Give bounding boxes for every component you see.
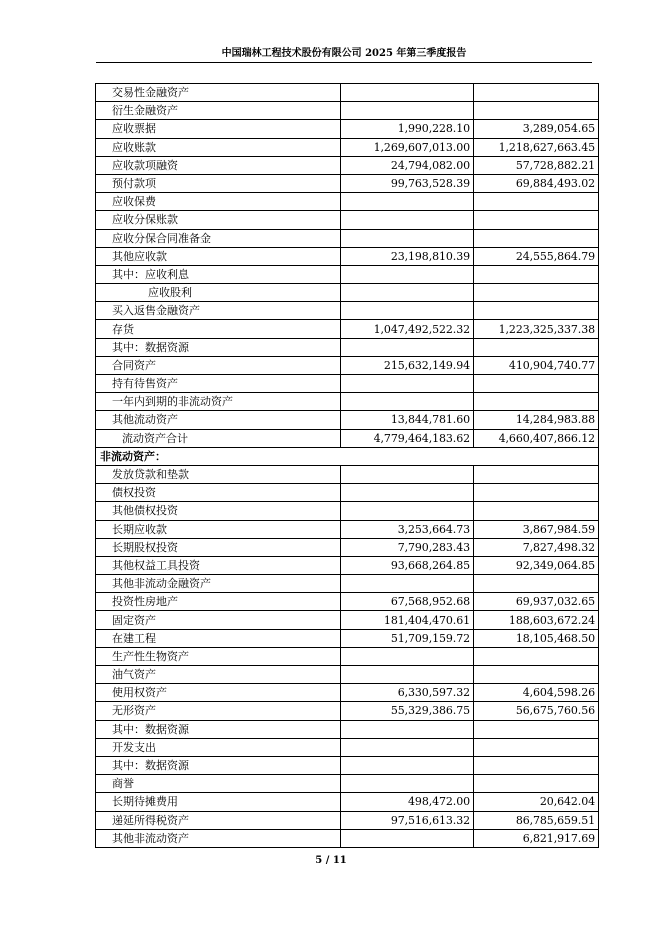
row-label: 长期待摊费用 [96,793,341,811]
table-row [96,756,599,774]
prior-period-value: 24,555,864.79 [474,247,599,265]
prior-period-value: 188,603,672.24 [474,611,599,629]
table-row [96,611,599,629]
row-label: 预付款项 [96,174,341,192]
table-row [96,102,599,120]
prior-period-value: 3,867,984.59 [474,520,599,538]
prior-period-value: 6,821,917.69 [474,829,599,847]
current-period-value: 23,198,810.39 [341,247,474,265]
table-row [96,538,599,556]
table-row [96,720,599,738]
current-period-value: 55,329,386.75 [341,702,474,720]
current-period-value: 4,779,464,183.62 [341,429,474,447]
row-label: 其中：数据资源 [96,756,341,774]
current-period-value [341,338,474,356]
current-period-value [341,502,474,520]
table-row [96,138,599,156]
row-label: 一年内到期的非流动资产 [96,393,341,411]
table-row [96,338,599,356]
prior-period-value: 3,289,054.65 [474,120,599,138]
prior-period-value: 410,904,740.77 [474,356,599,374]
current-period-value: 215,632,149.94 [341,356,474,374]
current-period-value: 1,990,228.10 [341,120,474,138]
row-label: 应收保费 [96,193,341,211]
row-label: 在建工程 [96,629,341,647]
prior-period-value [474,720,599,738]
prior-period-value: 69,937,032.65 [474,593,599,611]
table-row [96,247,599,265]
table-row [96,375,599,393]
current-period-value [341,265,474,283]
row-label: 其中：数据资源 [96,338,341,356]
row-label: 债权投资 [96,484,341,502]
prior-period-value: 69,884,493.02 [474,174,599,192]
row-label: 交易性金融资产 [96,84,341,102]
table-row [96,211,599,229]
prior-period-value [474,484,599,502]
row-label: 油气资产 [96,666,341,684]
balance-sheet-body [96,84,599,848]
prior-period-value [474,229,599,247]
page-number: 5 / 11 [315,855,347,866]
table-row [96,829,599,847]
table-row [96,393,599,411]
current-period-value [341,375,474,393]
prior-period-value: 7,827,498.32 [474,538,599,556]
current-period-value [341,484,474,502]
prior-period-value [474,84,599,102]
row-label: 衍生金融资产 [96,102,341,120]
row-label: 买入返售金融资产 [96,302,341,320]
row-label: 应收账款 [96,138,341,156]
current-period-value [341,193,474,211]
row-label: 其他非流动金融资产 [96,575,341,593]
row-label: 使用权资产 [96,684,341,702]
header-rule [96,62,592,63]
current-period-value [341,84,474,102]
current-period-value [341,102,474,120]
section-label: 非流动资产： [96,447,599,465]
current-period-value: 93,668,264.85 [341,556,474,574]
prior-period-value [474,265,599,283]
prior-period-value [474,338,599,356]
row-label: 存货 [96,320,341,338]
table-row [96,156,599,174]
table-row [96,575,599,593]
table-row [96,465,599,483]
table-row [96,811,599,829]
current-period-value: 1,269,607,013.00 [341,138,474,156]
current-period-value [341,575,474,593]
row-label: 递延所得税资产 [96,811,341,829]
current-period-value [341,284,474,302]
current-period-value: 67,568,952.68 [341,593,474,611]
current-period-value [341,666,474,684]
current-period-value: 181,404,470.61 [341,611,474,629]
row-label: 生产性生物资产 [96,647,341,665]
prior-period-value [474,647,599,665]
prior-period-value: 20,642.04 [474,793,599,811]
current-period-value: 99,763,528.39 [341,174,474,192]
table-row [96,556,599,574]
current-period-value [341,738,474,756]
prior-period-value: 14,284,983.88 [474,411,599,429]
current-period-value: 498,472.00 [341,793,474,811]
prior-period-value [474,666,599,684]
table-row [96,84,599,102]
table-row [96,775,599,793]
row-label: 其中：应收利息 [96,265,341,283]
row-label: 长期应收款 [96,520,341,538]
table-row [96,265,599,283]
table-row [96,484,599,502]
table-row [96,302,599,320]
current-period-value [341,647,474,665]
row-label: 固定资产 [96,611,341,629]
row-label: 应收票据 [96,120,341,138]
table-row [96,320,599,338]
table-row [96,229,599,247]
prior-period-value [474,302,599,320]
table-row [96,684,599,702]
row-label: 应收股利 [96,284,341,302]
prior-period-value: 56,675,760.56 [474,702,599,720]
row-label: 其他应收款 [96,247,341,265]
row-label: 合同资产 [96,356,341,374]
current-period-value: 3,253,664.73 [341,520,474,538]
row-label: 应收分保账款 [96,211,341,229]
row-label: 商誉 [96,775,341,793]
prior-period-value: 18,105,468.50 [474,629,599,647]
table-row [96,502,599,520]
table-row [96,174,599,192]
row-label: 长期股权投资 [96,538,341,556]
prior-period-value [474,738,599,756]
prior-period-value: 4,604,598.26 [474,684,599,702]
row-label: 其他权益工具投资 [96,556,341,574]
prior-period-value [474,375,599,393]
row-label: 投资性房地产 [96,593,341,611]
current-period-value: 6,330,597.32 [341,684,474,702]
row-label: 发放贷款和垫款 [96,465,341,483]
row-label: 开发支出 [96,738,341,756]
current-period-value: 24,794,082.00 [341,156,474,174]
table-row [96,429,599,447]
prior-period-value [474,284,599,302]
prior-period-value [474,756,599,774]
table-row [96,666,599,684]
prior-period-value: 1,218,627,663.45 [474,138,599,156]
prior-period-value: 4,660,407,866.12 [474,429,599,447]
current-period-value [341,720,474,738]
table-row [96,120,599,138]
prior-period-value: 57,728,882.21 [474,156,599,174]
table-row [96,520,599,538]
current-period-value: 7,790,283.43 [341,538,474,556]
table-row [96,647,599,665]
table-row [96,629,599,647]
current-period-value [341,756,474,774]
current-period-value: 51,709,159.72 [341,629,474,647]
current-period-value: 97,516,613.32 [341,811,474,829]
prior-period-value [474,393,599,411]
prior-period-value [474,102,599,120]
prior-period-value [474,211,599,229]
row-label: 其他非流动资产 [96,829,341,847]
table-row [96,193,599,211]
row-label: 应收款项融资 [96,156,341,174]
prior-period-value [474,502,599,520]
current-period-value: 13,844,781.60 [341,411,474,429]
row-label: 流动资产合计 [96,429,341,447]
balance-sheet-table [95,83,599,848]
current-period-value [341,211,474,229]
current-period-value [341,775,474,793]
row-label: 持有待售资产 [96,375,341,393]
current-period-value [341,393,474,411]
current-period-value [341,302,474,320]
prior-period-value [474,465,599,483]
current-period-value [341,465,474,483]
row-label: 其他流动资产 [96,411,341,429]
prior-period-value [474,575,599,593]
section-header-row [96,447,599,465]
current-period-value: 1,047,492,522.32 [341,320,474,338]
table-row [96,793,599,811]
page-header-title: 中国瑞林工程技术股份有限公司 2025 年第三季度报告 [221,48,467,59]
row-label: 应收分保合同准备金 [96,229,341,247]
current-period-value [341,229,474,247]
row-label: 无形资产 [96,702,341,720]
prior-period-value [474,193,599,211]
current-period-value [341,829,474,847]
prior-period-value [474,775,599,793]
prior-period-value: 86,785,659.51 [474,811,599,829]
prior-period-value: 1,223,325,337.38 [474,320,599,338]
table-row [96,702,599,720]
table-row [96,738,599,756]
table-row [96,411,599,429]
table-row [96,284,599,302]
table-row [96,356,599,374]
prior-period-value: 92,349,064.85 [474,556,599,574]
table-row [96,593,599,611]
row-label: 其他债权投资 [96,502,341,520]
row-label: 其中：数据资源 [96,720,341,738]
